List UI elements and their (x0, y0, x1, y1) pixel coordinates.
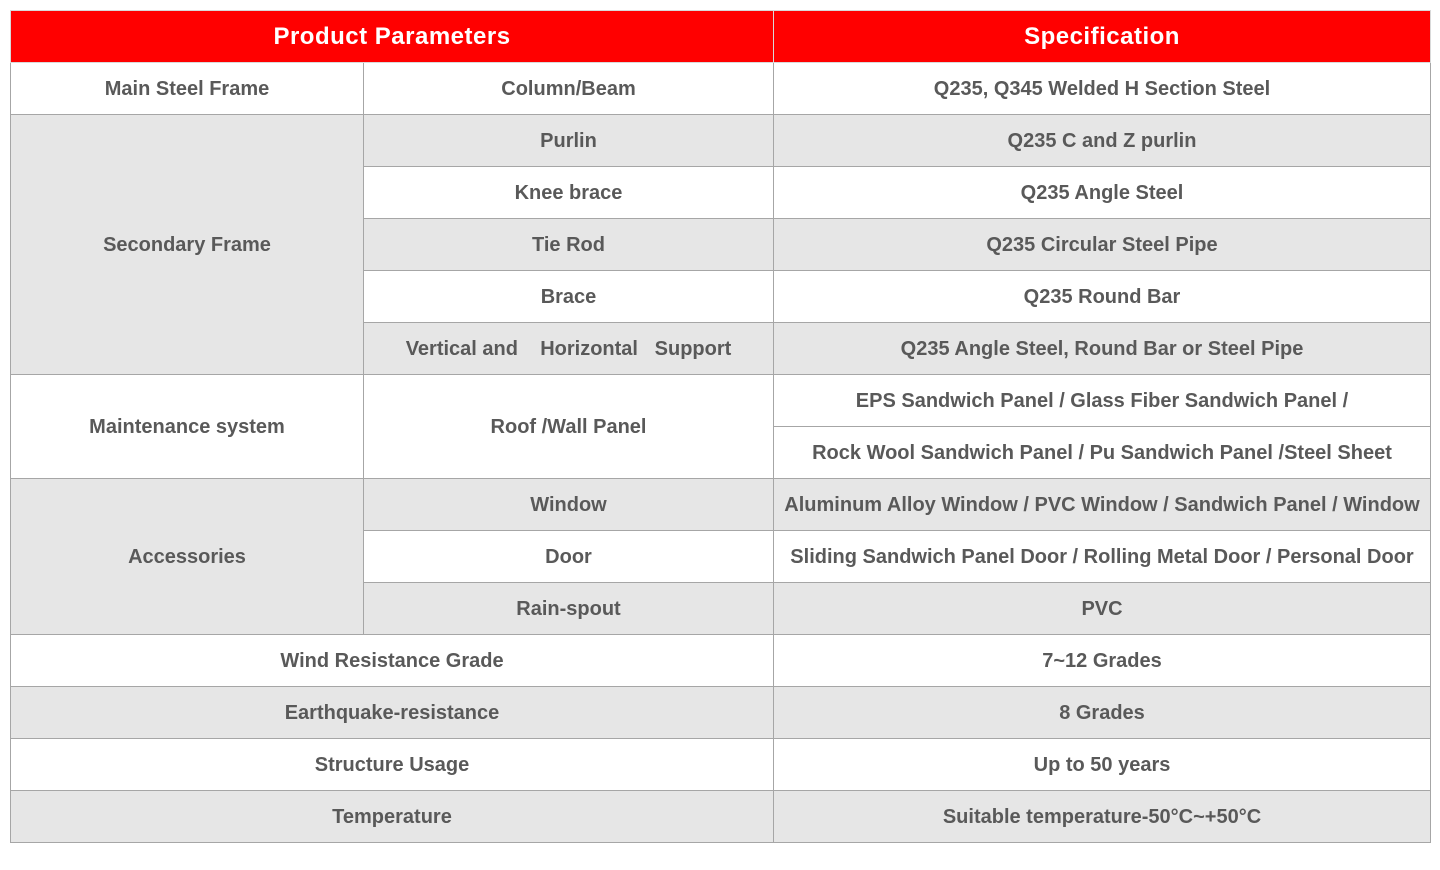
item-cell: Brace (364, 271, 774, 323)
param-temperature: Temperature (11, 791, 774, 843)
item-cell: Column/Beam (364, 63, 774, 115)
table-row (11, 63, 1431, 115)
table-row (11, 375, 1431, 427)
item-cell: Knee brace (364, 167, 774, 219)
category-main-steel-frame: Main Steel Frame (11, 63, 364, 115)
param-wind-resistance: Wind Resistance Grade (11, 635, 774, 687)
item-cell: Vertical and Horizontal Support (364, 323, 774, 375)
category-secondary-frame: Secondary Frame (11, 115, 364, 375)
item-cell: Purlin (364, 115, 774, 167)
param-earthquake-resistance: Earthquake-resistance (11, 687, 774, 739)
spec-cell: Sliding Sandwich Panel Door / Rolling Metal Door / Personal Door (774, 531, 1431, 583)
header-product-parameters: Product Parameters (11, 11, 774, 63)
table-row (11, 115, 1431, 167)
spec-cell: EPS Sandwich Panel / Glass Fiber Sandwich Panel / (774, 375, 1431, 427)
table-row (11, 791, 1431, 843)
spec-cell: Q235 Angle Steel (774, 167, 1431, 219)
spec-cell: Up to 50 years (774, 739, 1431, 791)
spec-cell: Q235 Circular Steel Pipe (774, 219, 1431, 271)
item-cell: Window (364, 479, 774, 531)
spec-cell: Q235 C and Z purlin (774, 115, 1431, 167)
table-row (11, 479, 1431, 531)
spec-cell: Q235 Angle Steel, Round Bar or Steel Pipe (774, 323, 1431, 375)
product-spec-table (10, 10, 1431, 843)
item-cell: Tie Rod (364, 219, 774, 271)
category-accessories: Accessories (11, 479, 364, 635)
spec-cell: Rock Wool Sandwich Panel / Pu Sandwich Panel /Steel Sheet (774, 427, 1431, 479)
spec-cell: Q235 Round Bar (774, 271, 1431, 323)
spec-cell: Aluminum Alloy Window / PVC Window / Sandwich Panel / Window (774, 479, 1431, 531)
item-cell: Door (364, 531, 774, 583)
table-row (11, 635, 1431, 687)
spec-cell: PVC (774, 583, 1431, 635)
item-cell: Rain-spout (364, 583, 774, 635)
param-structure-usage: Structure Usage (11, 739, 774, 791)
spec-cell: 8 Grades (774, 687, 1431, 739)
spec-cell: 7~12 Grades (774, 635, 1431, 687)
table-row (11, 739, 1431, 791)
header-specification: Specification (774, 11, 1431, 63)
table-row (11, 687, 1431, 739)
spec-cell: Q235, Q345 Welded H Section Steel (774, 63, 1431, 115)
item-cell: Roof /Wall Panel (364, 375, 774, 479)
table-header-row (11, 11, 1431, 63)
category-maintenance-system: Maintenance system (11, 375, 364, 479)
spec-cell: Suitable temperature-50°C~+50°C (774, 791, 1431, 843)
